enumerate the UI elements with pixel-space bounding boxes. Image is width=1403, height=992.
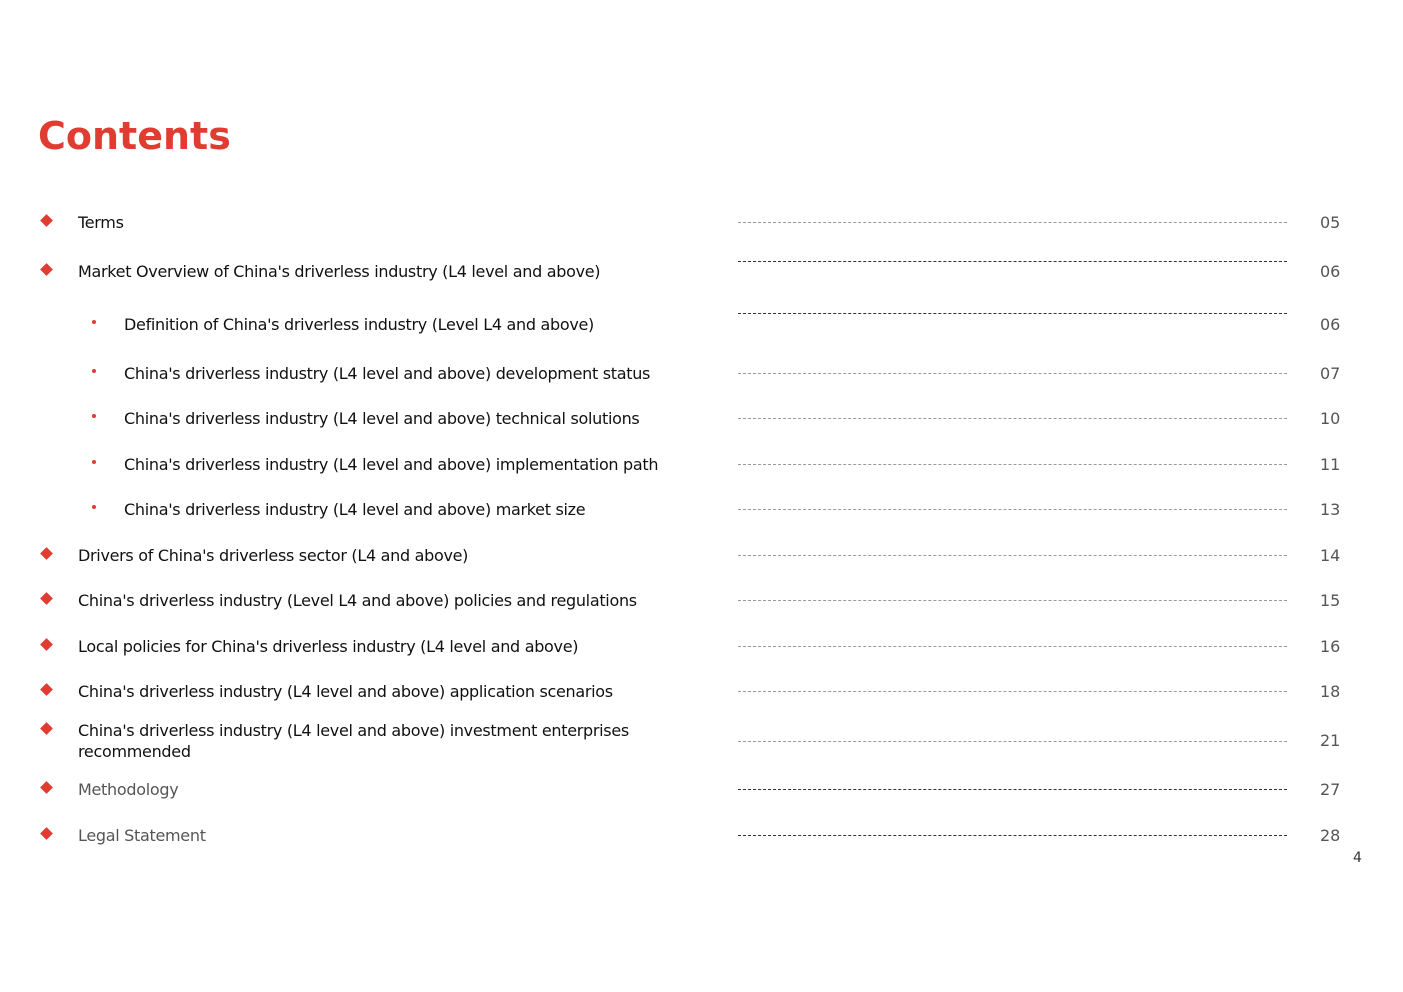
toc-entry-page-number: 13 [1320,500,1341,519]
leader-line [738,222,1287,223]
toc-entry-label: China's driverless industry (L4 level and above) technical solutions [124,409,640,428]
toc-entry-label: Legal Statement [78,826,206,845]
leader-line [738,464,1287,465]
leader-line [738,313,1287,314]
leader-line [738,646,1287,647]
toc-entry-page-number: 14 [1320,546,1341,565]
toc-entry-label: Market Overview of China's driverless industry (L4 level and above) [78,262,601,281]
toc-entry-page-number: 07 [1320,364,1341,383]
leader-line [738,418,1287,419]
toc-entry-page-number: 06 [1320,315,1341,334]
dot-icon [92,460,96,464]
toc-entry-page-number: 28 [1320,826,1341,845]
dot-icon [92,505,96,509]
diamond-icon [40,781,53,794]
toc-entry-page-number: 16 [1320,637,1341,656]
toc-entry-label: Local policies for China's driverless industry (L4 level and above) [78,637,579,656]
leader-line [738,600,1287,601]
toc-entry-page-number: 15 [1320,591,1341,610]
diamond-icon [40,214,53,227]
toc-entry-page-number: 21 [1320,731,1341,750]
diamond-icon [40,683,53,696]
leader-line [738,741,1287,742]
toc-entry-page-number: 10 [1320,409,1341,428]
leader-line [738,509,1287,510]
diamond-icon [40,263,53,276]
dot-icon [92,414,96,418]
toc-entry-label: Drivers of China's driverless sector (L4 and above) [78,546,469,565]
toc-entry-page-number: 05 [1320,213,1341,232]
toc-entry-label: China's driverless industry (L4 level and above) application scenarios [78,682,613,701]
toc-entry-label: China's driverless industry (L4 level and above) implementation path [124,455,659,474]
leader-line [738,789,1287,790]
diamond-icon [40,592,53,605]
leader-line [738,691,1287,692]
diamond-icon [40,547,53,560]
toc-entry-page-number: 27 [1320,780,1341,799]
page-title: Contents [38,114,231,158]
toc-entry-label: China's driverless industry (L4 level and above) market size [124,500,586,519]
toc-entry-label: China's driverless industry (L4 level and above) development status [124,364,651,383]
toc-entry-page-number: 06 [1320,262,1341,281]
toc-entry-label: Definition of China's driverless industry (Level L4 and above) [124,315,594,334]
diamond-icon [40,827,53,840]
leader-line [738,373,1287,374]
toc-entry-label: Terms [78,213,124,232]
toc-entry-label: Methodology [78,780,179,799]
diamond-icon [40,638,53,651]
toc-entry-label: China's driverless industry (Level L4 and above) policies and regulations [78,591,637,610]
dot-icon [92,320,96,324]
dot-icon [92,369,96,373]
folio-page-number: 4 [1353,850,1362,866]
toc-entry-page-number: 18 [1320,682,1341,701]
leader-line [738,555,1287,556]
leader-line [738,261,1287,262]
toc-entry-label-line2: recommended [78,742,191,761]
toc-entry-label: China's driverless industry (L4 level and above) investment enterprises [78,721,629,740]
toc-entry-page-number: 11 [1320,455,1341,474]
diamond-icon [40,722,53,735]
leader-line [738,835,1287,836]
